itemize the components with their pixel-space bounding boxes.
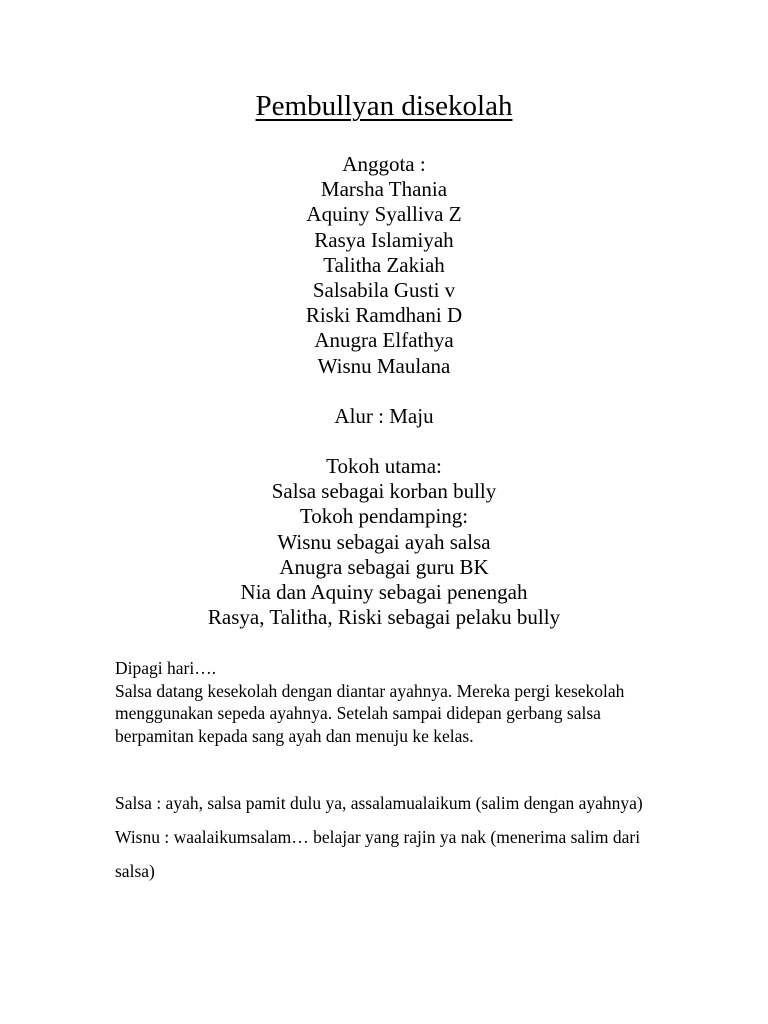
tokoh-utama: Salsa sebagai korban bully (271, 479, 497, 504)
tokoh-utama-label: Tokoh utama: (326, 454, 442, 479)
dialogue-line: Wisnu : waalaikumsalam… belajar yang rajin ya nak (menerima salim dari salsa) (115, 827, 641, 881)
pendamping-item: Anugra sebagai guru BK (279, 554, 489, 579)
member-name: Marsha Thania (320, 177, 448, 202)
scene-heading: Dipagi hari…. (115, 658, 217, 678)
member-block (0, 152, 768, 630)
member-name: Aquiny Syalliva Z (306, 202, 462, 227)
member-name: Anugra Elfathya (314, 328, 454, 353)
spacer (0, 429, 768, 454)
spacer (0, 379, 768, 404)
member-name: Rasya Islamiyah (314, 227, 454, 252)
member-name: Salsabila Gusti v (312, 278, 456, 303)
narration-paragraph: Salsa datang kesekolah dengan diantar ayahnya. Mereka pergi kesekolah menggunakan sepeda ayahnya. Setelah sampai didepan gerbang salsa berpamitan kepada sang ayah dan menuju ke kelas. (115, 680, 625, 746)
anggota-label: Anggota : (342, 152, 426, 176)
member-name: Riski Ramdhani D (305, 303, 463, 328)
tokoh-pendamping-label: Tokoh pendamping: (299, 504, 469, 529)
dialogue-line: Salsa : ayah, salsa pamit dulu ya, assalamualaikum (salim dengan ayahnya) (115, 793, 643, 813)
dialogue-block (115, 786, 663, 888)
pendamping-item: Rasya, Talitha, Riski sebagai pelaku bully (207, 605, 561, 630)
member-name: Wisnu Maulana (317, 353, 451, 378)
pendamping-item: Wisnu sebagai ayah salsa (277, 529, 491, 554)
narration-block (115, 657, 663, 747)
pendamping-item: Nia dan Aquiny sebagai penengah (240, 580, 528, 605)
alur-line: Alur : Maju (334, 403, 434, 428)
member-name: Talitha Zakiah (323, 252, 445, 277)
document-title: Pembullyan disekolah (255, 90, 513, 122)
